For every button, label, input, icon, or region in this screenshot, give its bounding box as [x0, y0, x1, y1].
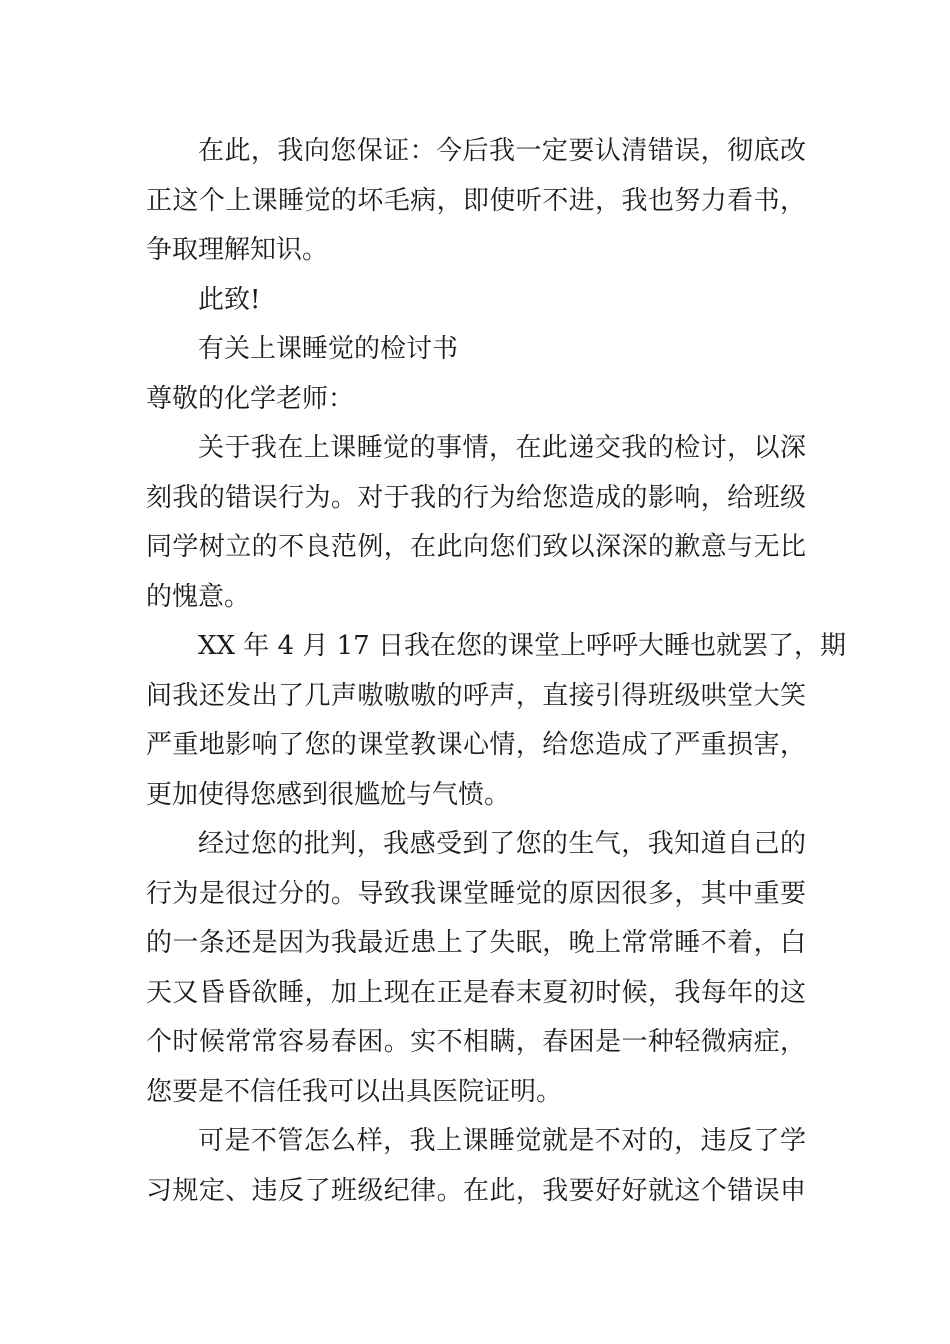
paragraph-heading — [146, 325, 806, 375]
text-line: 您要是不信任我可以出具医院证明。 — [146, 1076, 563, 1107]
text-line: 更加使得您感到很尴尬与气愤。 — [146, 779, 511, 810]
letter-greeting: 尊敬的化学老师： — [146, 383, 355, 414]
text-line: 天又昏昏欲睡，加上现在正是春末夏初时候，我每年的这 — [146, 977, 806, 1008]
text-line: 的一条还是因为我最近患上了失眠，晚上常常睡不着，白 — [146, 928, 806, 958]
text-line: 刻我的错误行为。对于我的行为给您造成的影响，给班级 — [146, 482, 806, 513]
text-line: 争取理解知识。 — [146, 235, 329, 265]
text-line: 间我还发出了几声嗷嗷嗷的呼声，直接引得班级哄堂大笑 — [146, 680, 806, 711]
text-line: 严重地影响了您的课堂教课心情，给您造成了严重损害， — [146, 730, 806, 760]
text-line: 可是不管怎么样，我上课睡觉就是不对的，违反了学 — [198, 1126, 806, 1156]
paragraph-reasons — [146, 820, 806, 1117]
text-line: 经过您的批判，我感受到了您的生气，我知道自己的 — [198, 829, 806, 859]
paragraph-admission — [146, 1117, 806, 1216]
text-line: 个时候常常容易春困。实不相瞒，春困是一种轻微病症， — [146, 1027, 806, 1057]
text-line: XX 年 4 月 17 日我在您的课堂上呼呼大睡也就罢了，期 — [198, 631, 846, 661]
text-line: 关于我在上课睡觉的事情，在此递交我的检讨，以深 — [198, 433, 806, 463]
text-line: 的愧意。 — [146, 581, 251, 612]
section-title: 有关上课睡觉的检讨书 — [198, 334, 459, 364]
text-line: 习规定、违反了班级纪律。在此，我要好好就这个错误申 — [146, 1175, 806, 1206]
paragraph-promise — [146, 127, 806, 276]
document-body — [146, 127, 846, 1216]
text-line: 行为是很过分的。导致我课堂睡觉的原因很多，其中重要 — [146, 878, 806, 909]
paragraph-greeting — [146, 375, 806, 425]
closing-salutation: 此致! — [198, 284, 261, 315]
paragraph-incident — [146, 622, 846, 820]
text-line: 正这个上课睡觉的坏毛病，即使听不进，我也努力看书， — [146, 185, 806, 216]
paragraph-closing — [146, 276, 806, 326]
text-line: 同学树立的不良范例，在此向您们致以深深的歉意与无比 — [146, 532, 806, 562]
text-line: 在此，我向您保证：今后我一定要认清错误，彻底改 — [198, 136, 806, 166]
paragraph-intro — [146, 424, 806, 622]
